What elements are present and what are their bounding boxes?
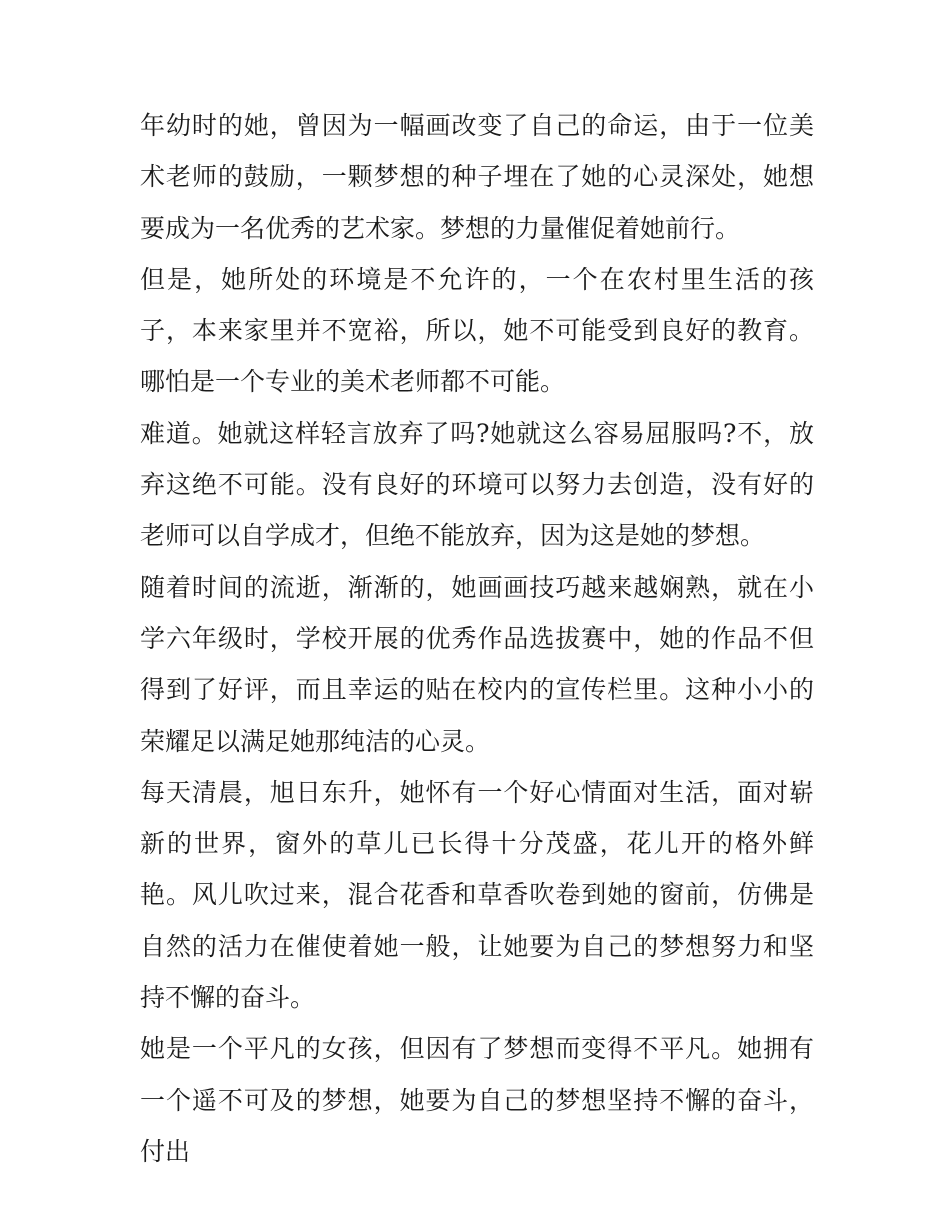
paragraph: 年幼时的她，曾因为一幅画改变了自己的命运，由于一位美术老师的鼓励，一颗梦想的种子埋在了她的心灵深处，她想要成为一名优秀的艺术家。梦想的力量催促着她前行。 xyxy=(140,111,814,243)
paragraph: 每天清晨，旭日东升，她怀有一个好心情面对生活，面对崭新的世界，窗外的草儿已长得十分茂盛，花儿开的格外鲜艳。风儿吹过来，混合花香和草香吹卷到她的窗前，仿佛是自然的活力在催使着她一般，让她要为自己的梦想努力和坚持不懈的奋斗。 xyxy=(140,777,814,1013)
paragraph: 难道。她就这样轻言放弃了吗?她就这么容易屈服吗?不，放弃这绝不可能。没有良好的环境可以努力去创造，没有好的老师可以自学成才，但绝不能放弃，因为这是她的梦想。 xyxy=(140,418,814,551)
paragraph: 但是，她所处的环境是不允许的，一个在农村里生活的孩子，本来家里并不宽裕，所以，她不可能受到良好的教育。哪怕是一个专业的美术老师都不可能。 xyxy=(140,264,814,397)
document-body xyxy=(140,100,814,1177)
paragraph: 她是一个平凡的女孩，但因有了梦想而变得不平凡。她拥有一个遥不可及的梦想，她要为自己的梦想坚持不懈的奋斗，付出 xyxy=(140,1034,814,1166)
paragraph: 随着时间的流逝，渐渐的，她画画技巧越来越娴熟，就在小学六年级时，学校开展的优秀作品选拔赛中，她的作品不但得到了好评，而且幸运的贴在校内的宣传栏里。这种小小的荣耀足以满足她那纯洁的心灵。 xyxy=(140,572,814,756)
